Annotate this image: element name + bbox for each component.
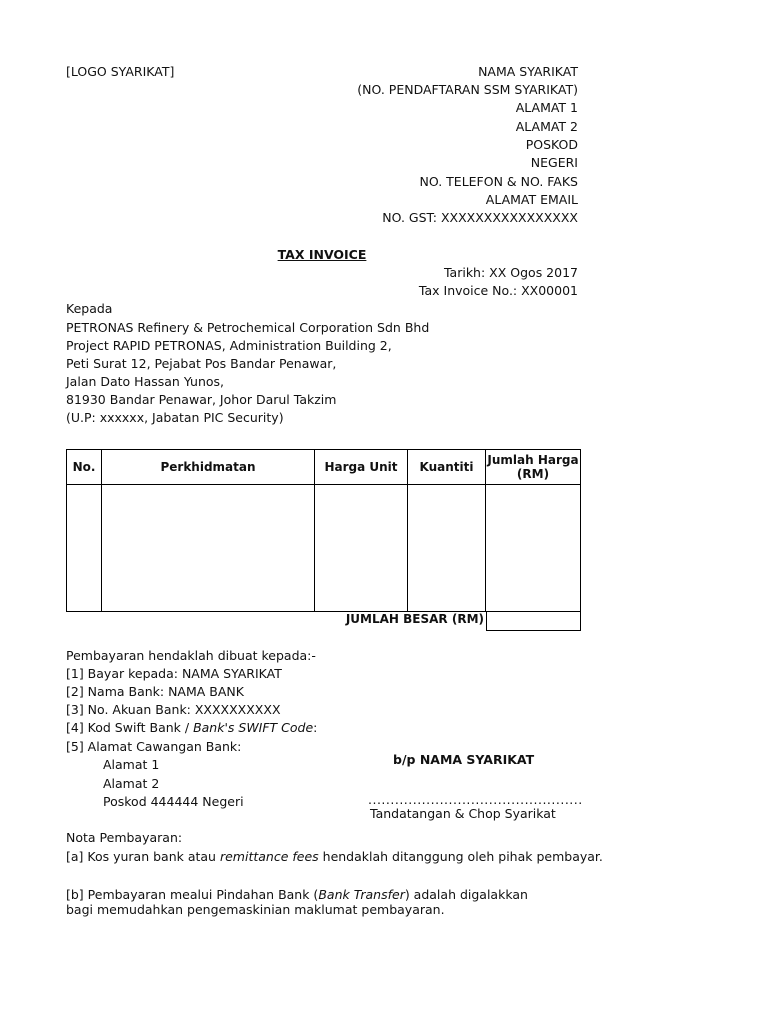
signature-line: ................................................ <box>368 792 583 807</box>
note-a <box>66 849 603 864</box>
on-behalf-of-company: b/p NAMA SYARIKAT <box>393 752 535 767</box>
grand-total-value-box <box>486 612 581 631</box>
payment-item-bank-name: [2] Nama Bank: NAMA BANK <box>66 684 244 699</box>
note-b-text-end: ) adalah digalakkan bagi memudahkan pengemaskinian maklumat pembayaran. <box>66 887 528 917</box>
invoice-date: Tarikh: XX Ogos 2017 <box>443 265 578 280</box>
column-header-service: Perkhidmatan <box>102 450 315 485</box>
table-cell-unit-price <box>315 485 408 612</box>
table-cell-total-price <box>486 485 581 612</box>
company-postcode: POSKOD <box>525 137 578 152</box>
branch-address-line: Poskod 444444 Negeri <box>103 794 244 809</box>
company-name: NAMA SYARIKAT <box>478 64 578 79</box>
payment-item-branch: [5] Alamat Cawangan Bank: <box>66 739 242 754</box>
company-registration: (NO. PENDAFTARAN SSM SYARIKAT) <box>357 82 578 97</box>
recipient-label: Kepada <box>66 301 113 316</box>
notes-title: Nota Pembayaran: <box>66 830 183 845</box>
note-a-italic: remittance fees <box>219 849 319 864</box>
table-cell-quantity <box>408 485 486 612</box>
signature-caption: Tandatangan & Chop Syarikat <box>370 806 556 821</box>
invoice-items-table <box>66 449 581 612</box>
branch-address-line: Alamat 1 <box>103 757 160 772</box>
table-cell-service <box>102 485 315 612</box>
grand-total-label: JUMLAH BESAR (RM) <box>345 612 484 626</box>
recipient-line: Jalan Dato Hassan Yunos, <box>66 374 225 389</box>
note-a-text: [a] Kos yuran bank atau <box>66 849 220 864</box>
note-b-italic: Bank Transfer <box>318 887 405 902</box>
recipient-line: (U.P: xxxxxx, Jabatan PIC Security) <box>66 410 284 425</box>
company-gst: NO. GST: XXXXXXXXXXXXXXXX <box>382 210 578 225</box>
company-address-2: ALAMAT 2 <box>515 119 578 134</box>
payment-item-account-no: [3] No. Akuan Bank: XXXXXXXXXX <box>66 702 281 717</box>
column-header-no: No. <box>67 450 102 485</box>
swift-label-english: Bank's SWIFT Code <box>193 720 314 735</box>
invoice-number: Tax Invoice No.: XX00001 <box>418 283 578 298</box>
recipient-line: 81930 Bandar Penawar, Johor Darul Takzim <box>66 392 337 407</box>
column-header-quantity: Kuantiti <box>408 450 486 485</box>
table-cell-no <box>67 485 102 612</box>
table-row <box>67 485 581 612</box>
payment-item-swift <box>66 720 317 735</box>
company-email: ALAMAT EMAIL <box>485 192 578 207</box>
company-logo-placeholder: [LOGO SYARIKAT] <box>66 64 175 79</box>
table-header-row <box>67 450 581 485</box>
company-state: NEGERI <box>530 155 578 170</box>
company-phone-fax: NO. TELEFON & NO. FAKS <box>419 174 578 189</box>
column-header-unit-price: Harga Unit <box>315 450 408 485</box>
branch-address-line: Alamat 2 <box>103 776 160 791</box>
company-address-1: ALAMAT 1 <box>515 100 578 115</box>
document-title: TAX INVOICE <box>277 247 367 262</box>
swift-colon: : <box>313 720 318 735</box>
column-header-total-price: Jumlah Harga (RM) <box>486 450 581 485</box>
note-b-text: [b] Pembayaran mealui Pindahan Bank ( <box>66 887 319 902</box>
recipient-line: Project RAPID PETRONAS, Administration Building 2, <box>66 338 392 353</box>
recipient-line: Peti Surat 12, Pejabat Pos Bandar Penawar, <box>66 356 337 371</box>
note-a-text-end: hendaklah ditanggung oleh pihak pembayar. <box>318 849 603 864</box>
swift-label: [4] Kod Swift Bank / <box>66 720 194 735</box>
payment-intro: Pembayaran hendaklah dibuat kepada:- <box>66 648 316 663</box>
note-b <box>66 887 536 917</box>
payment-item-payee: [1] Bayar kepada: NAMA SYARIKAT <box>66 666 282 681</box>
recipient-line: PETRONAS Refinery & Petrochemical Corporation Sdn Bhd <box>66 320 430 335</box>
